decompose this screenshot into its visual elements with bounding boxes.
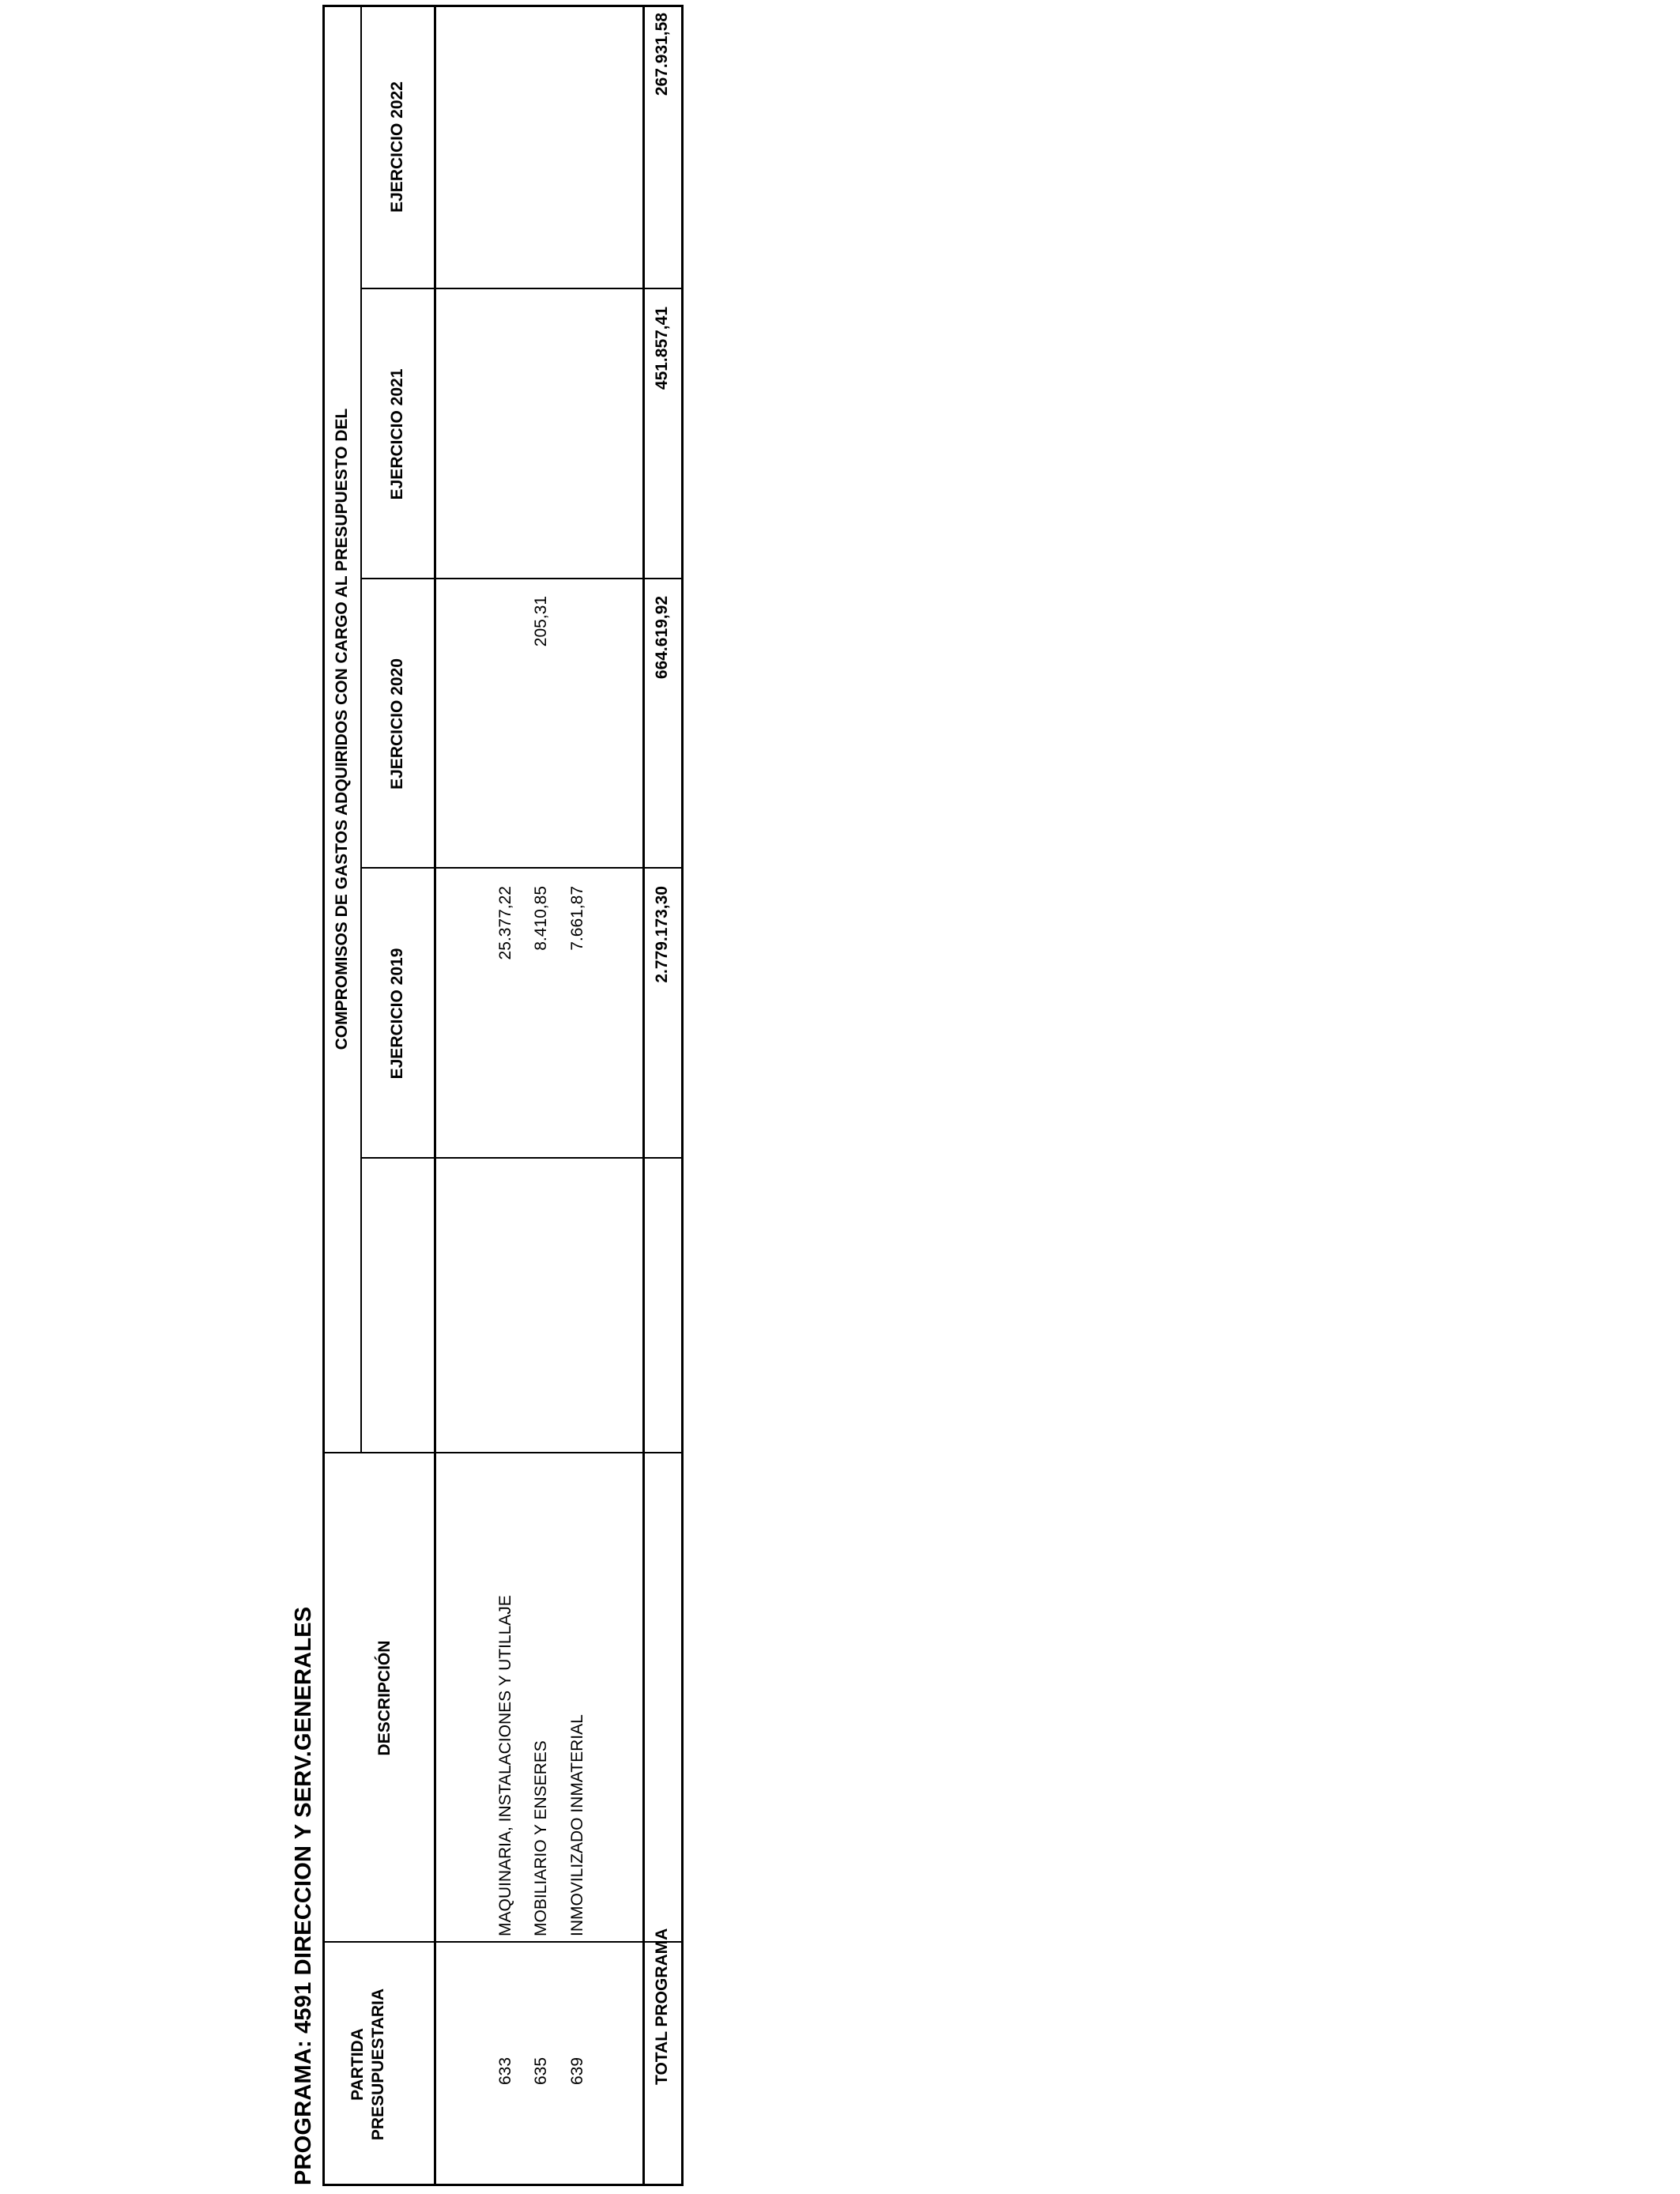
col-divider-2019: [360, 1157, 684, 1159]
row-635-2019: 8.410,85: [532, 886, 550, 951]
total-label: TOTAL PROGRAMA: [653, 1928, 671, 2085]
header-bottom-line: [434, 5, 436, 2186]
col-divider-2020: [360, 867, 684, 869]
row-633-partida: 633: [496, 2056, 514, 2085]
total-2020: 664.619,92: [653, 596, 671, 680]
row-635-partida: 635: [532, 2056, 550, 2085]
header-descripcion: DESCRIPCIÓN: [375, 1640, 394, 1756]
header-partida-line2: PRESUPUESTARIA: [369, 1988, 387, 2141]
header-partida: [348, 1943, 389, 2186]
group-header-underline: [360, 5, 362, 1453]
total-2022: 267.931,58: [653, 13, 671, 96]
row-639-2019: 7.661,87: [568, 886, 586, 951]
header-ejercicio-2022: EJERCICIO 2022: [388, 81, 406, 213]
row-633-descripcion: MAQUINARIA, INSTALACIONES Y UTILLAJE: [496, 1595, 514, 1936]
total-2021: 451.857,41: [653, 307, 671, 390]
total-2019: 2.779.173,30: [653, 886, 671, 983]
row-633-2019: 25.377,22: [496, 886, 514, 960]
row-639-partida: 639: [568, 2056, 586, 2085]
row-635-2020: 205,31: [532, 596, 550, 647]
header-ejercicio-2021: EJERCICIO 2021: [388, 368, 406, 500]
header-partida-line1: PARTIDA: [348, 2028, 367, 2101]
col-divider-2021: [360, 578, 684, 579]
row-639-descripcion: INMOVILIZADO INMATERIAL: [568, 1714, 586, 1936]
col-divider-2022: [360, 288, 684, 289]
header-ejercicio-2019: EJERCICIO 2019: [388, 948, 406, 1080]
header-ejercicio-2020: EJERCICIO 2020: [388, 658, 406, 790]
row-635-descripcion: MOBILIARIO Y ENSERES: [532, 1740, 550, 1936]
program-title: PROGRAMA: 4591 DIRECCION Y SERV.GENERALES: [291, 1606, 316, 2185]
header-group-compromisos: COMPROMISOS DE GASTOS ADQUIRIDOS CON CARGO AL PRESUPUESTO DEL: [333, 408, 351, 1050]
